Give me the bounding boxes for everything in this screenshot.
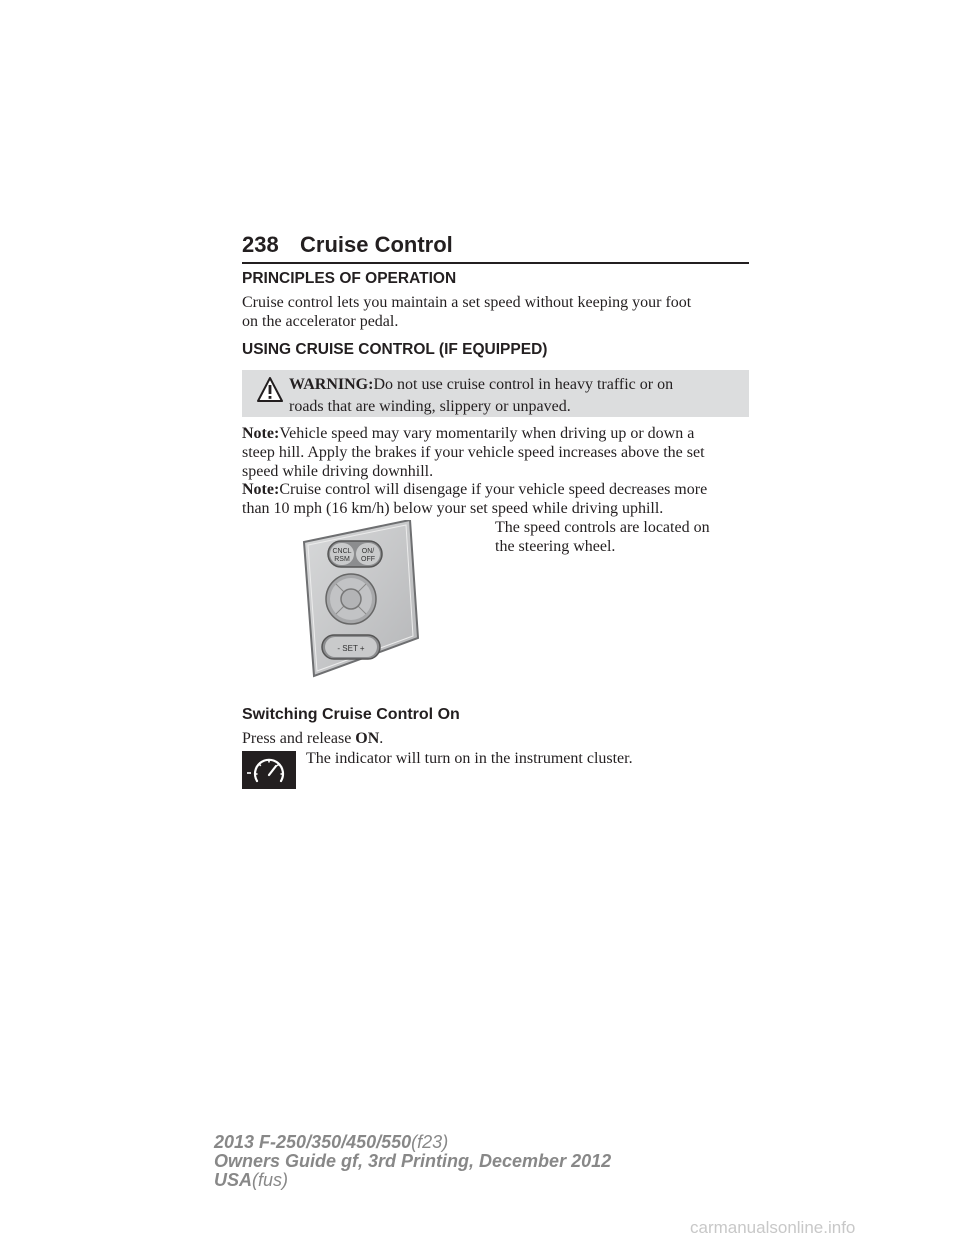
- press-suffix: .: [379, 730, 384, 747]
- on-button-label: ON/: [361, 548, 375, 555]
- warning-line: roads that are winding, slippery or unpaved.: [289, 398, 571, 415]
- caption-line: The speed controls are located on: [495, 519, 710, 536]
- principles-line: on the accelerator pedal.: [242, 313, 399, 330]
- cncl-button-label: CNCL: [332, 548, 352, 555]
- note-speed-variation: [242, 424, 752, 481]
- note-line: Cruise control will disengage if your vehicle speed decreases more: [279, 481, 708, 498]
- press-prefix: Press and release: [242, 730, 352, 747]
- footer-market: USA: [214, 1170, 253, 1190]
- steering-wheel-controls-illustration: [296, 520, 436, 680]
- rsm-button-label: RSM: [334, 556, 350, 563]
- warning-triangle-icon: [256, 376, 284, 404]
- note-disengage: [242, 480, 752, 518]
- note-label: Note:: [242, 425, 280, 442]
- chapter-title: Cruise Control: [300, 232, 453, 257]
- press-release-instruction: [242, 729, 752, 748]
- indicator-description: The indicator will turn on in the instrument cluster.: [306, 750, 633, 767]
- page-footer: [214, 1133, 611, 1190]
- footer-market-code: (fus): [252, 1170, 289, 1190]
- footer-model: 2013 F-250/350/450/550: [214, 1132, 412, 1152]
- warning-text: [289, 374, 739, 418]
- section-heading-using-cruise: USING CRUISE CONTROL (IF EQUIPPED): [242, 341, 548, 358]
- warning-label: WARNING:: [289, 376, 374, 393]
- figure-caption: [495, 518, 755, 556]
- warning-line: Do not use cruise control in heavy traffic or on: [373, 376, 674, 393]
- set-button-label: - SET +: [337, 644, 365, 653]
- section-heading-switching-on: Switching Cruise Control On: [242, 706, 460, 723]
- principles-paragraph: [242, 293, 752, 331]
- warning-box: [242, 370, 749, 417]
- section-heading-principles: PRINCIPLES OF OPERATION: [242, 270, 457, 287]
- note-line: Vehicle speed may vary momentarily when driving up or down a: [279, 425, 695, 442]
- principles-line: Cruise control lets you maintain a set speed without keeping your foot: [242, 294, 692, 311]
- footer-model-code: (f23): [411, 1132, 449, 1152]
- on-keyword: ON: [355, 730, 380, 747]
- note-line: than 10 mph (16 km/h) below your set speed while driving uphill.: [242, 500, 664, 517]
- cruise-control-speedometer-icon: [242, 751, 296, 789]
- off-button-label: OFF: [361, 556, 375, 563]
- page-number: 238: [242, 232, 279, 257]
- watermark-link[interactable]: carmanualsonline.info: [690, 1218, 856, 1237]
- note-label: Note:: [242, 481, 280, 498]
- note-line: speed while driving downhill.: [242, 463, 434, 480]
- caption-line: the steering wheel.: [495, 538, 616, 555]
- page-header: [242, 230, 749, 264]
- note-line: steep hill. Apply the brakes if your vehicle speed increases above the set: [242, 444, 705, 461]
- footer-guide: Owners Guide gf, 3rd Printing, December 2012: [214, 1151, 612, 1171]
